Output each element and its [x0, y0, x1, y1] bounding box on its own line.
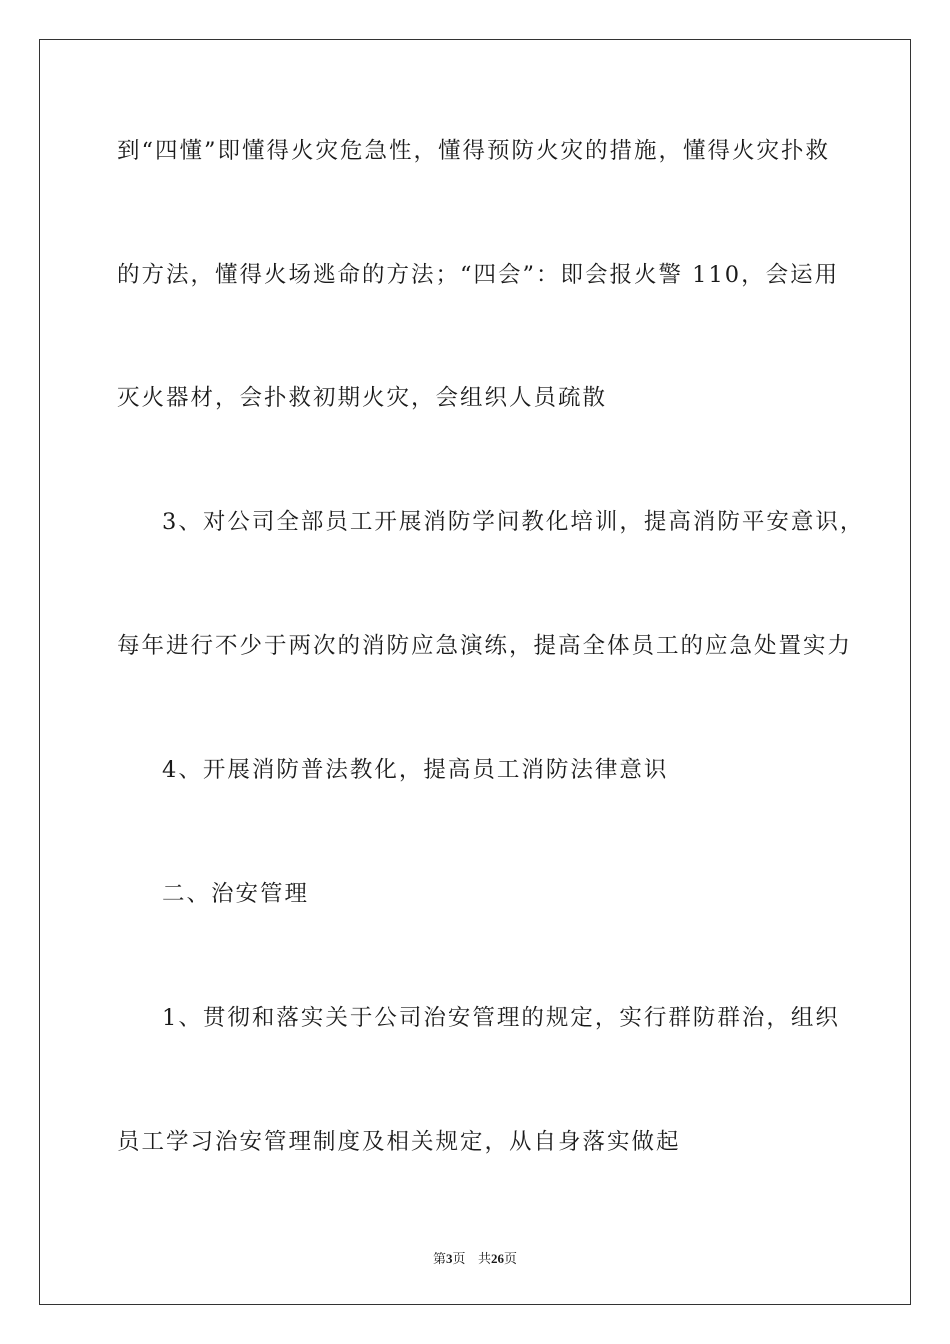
text-line-6: 4、开展消防普法教化，提高员工消防法律意识 [162, 757, 669, 783]
text-line-9: 员工学习治安管理制度及相关规定，从自身落实做起 [117, 1129, 681, 1155]
text-line-2: 的方法，懂得火场逃命的方法；“四会”：即会报火警 110，会运用 [117, 262, 840, 288]
text-line-5: 每年进行不少于两次的消防应急演练，提高全体员工的应急处置实力 [117, 633, 853, 659]
total-pages: 26 [490, 1251, 504, 1266]
page-suffix: 页 [452, 1252, 466, 1267]
section-heading: 二、治安管理 [162, 881, 310, 907]
text-line-1: 到“四懂”即懂得火灾危急性，懂得预防火灾的措施，懂得火灾扑救 [117, 138, 831, 164]
page-number: 3 [446, 1251, 453, 1266]
text-line-8: 1、贯彻和落实关于公司治安管理的规定，实行群防群治，组织 [162, 1005, 840, 1031]
page-prefix: 第 [433, 1252, 447, 1267]
text-line-4: 3、对公司全部员工开展消防学问教化培训，提高消防平安意识， [162, 509, 865, 535]
text-line-3: 灭火器材，会扑救初期火灾，会组织人员疏散 [117, 385, 608, 411]
total-prefix: 共 [477, 1252, 491, 1267]
page-frame [39, 39, 911, 1305]
page-footer [0, 1248, 950, 1267]
total-suffix: 页 [503, 1252, 517, 1267]
